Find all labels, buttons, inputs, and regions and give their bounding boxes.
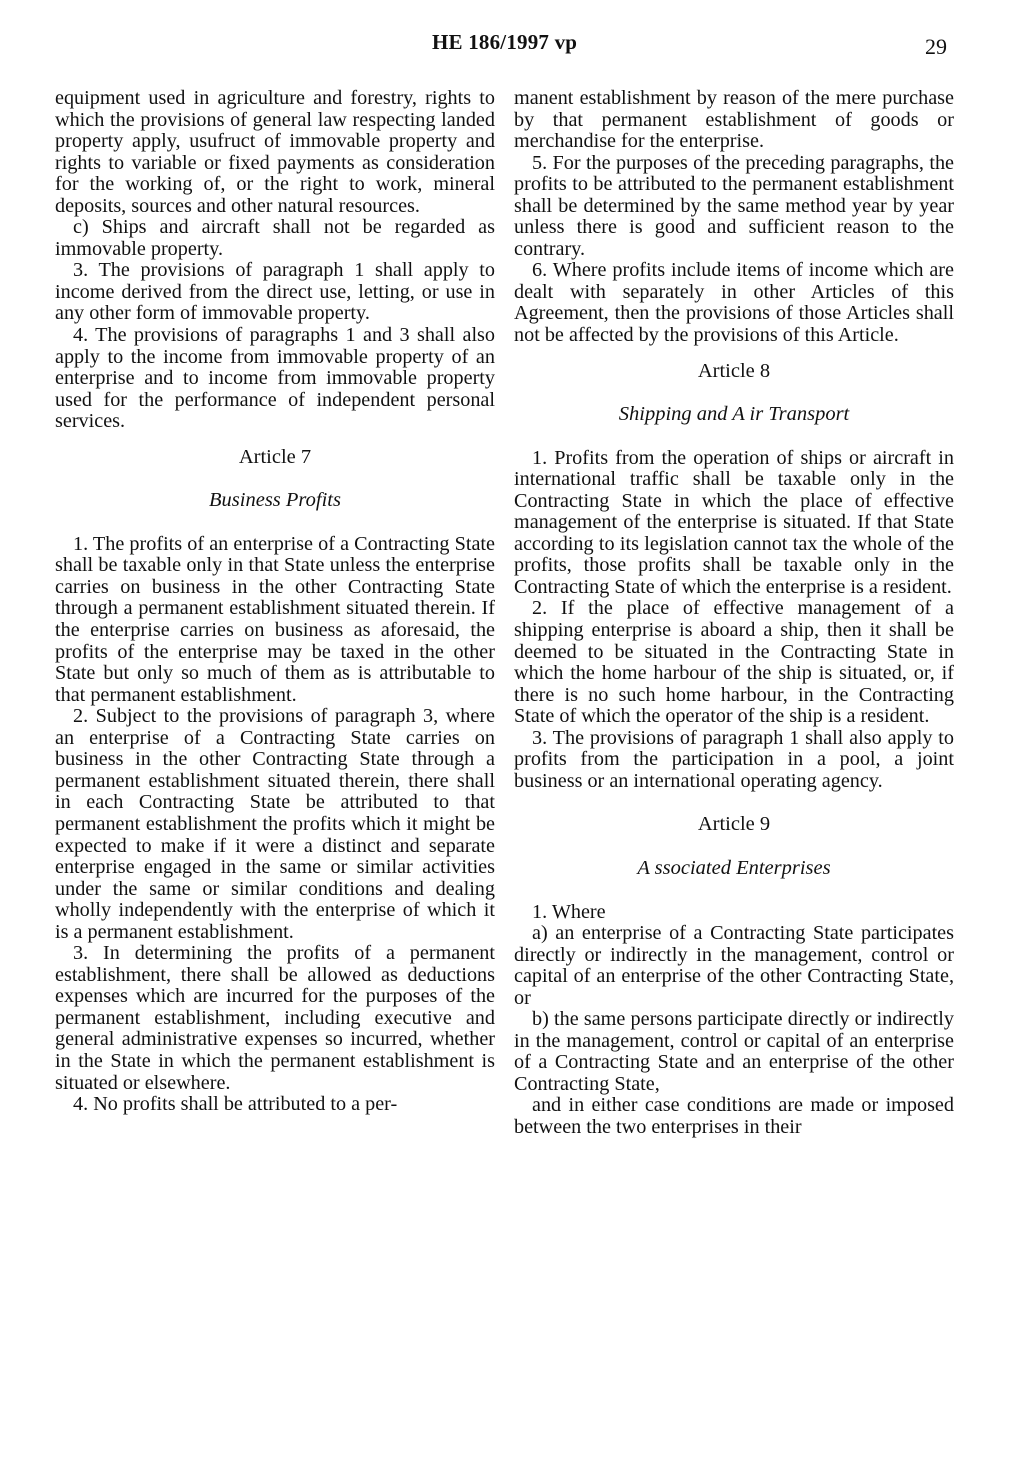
paragraph: 2. If the place of effective management of a shipping enterprise is aboard a ship, then it shall be deemed to be situated in the Contracting State in which the home harbour of the ship is situated, or, if there is no such home harbour, in the Contracting State of which the operator of the ship is a resident. [514,597,954,728]
paragraph: a) an enterprise of a Contracting State participates directly or indirectly in the management, control or capital of an enterprise of the other Contracting State, or [514,922,954,1009]
paragraph: 5. For the purposes of the preceding paragraphs, the profits to be attributed to the permanent establishment shall be determined by the same method year by year unless there is good and sufficient reason to the contrary. [514,151,954,260]
page-number: 29 [925,34,947,59]
page-header [0,30,1024,60]
paragraph: equipment used in agriculture and forestry, rights to which the provisions of general law respecting landed property apply, usufruct of immovable property and rights to variable or fixed payments as consideration for the working of, or the right to work, mineral deposits, sources and other natural resources. [55,87,495,217]
paragraph: 4. The provisions of paragraphs 1 and 3 shall also apply to the income from immovable property of an enterprise and to income from immovable property used for the performance of independent personal services. [55,324,495,433]
document-id: HE 186/1997 vp [432,30,578,54]
paragraph: c) Ships and aircraft shall not be regarded as immovable property. [55,216,495,260]
paragraph: 3. The provisions of paragraph 1 shall also apply to profits from the participation in a pool, a joint business or an international operating agency. [514,726,954,792]
article-7-subheading: Business Profits [209,489,341,512]
article-9-heading: Article 9 [697,813,771,836]
article-8-subheading: Shipping and A ir Transport [618,403,850,426]
paragraph: manent establishment by reason of the mere purchase by that permanent establishment of goods or merchandise for the enterprise. [514,87,954,153]
paragraph: b) the same persons participate directly or indirectly in the management, control or capital of an enterprise of a Contracting State and an enterprise of the other Contracting State, [514,1008,954,1095]
paragraph: 6. Where profits include items of income which are dealt with separately in other Articles of this Agreement, then the provisions of those Articles shall not be affected by the provisions of this Article. [514,259,954,347]
paragraph: 1. Where [532,900,606,923]
left-column [55,88,495,1116]
paragraph: 3. The provisions of paragraph 1 shall apply to income derived from the direct use, letting, or use in any other form of immovable property. [55,259,495,325]
article-8-heading: Article 8 [697,359,771,382]
paragraph: 4. No profits shall be attributed to a per- [73,1093,398,1116]
right-column [514,88,954,1139]
paragraph: 2. Subject to the provisions of paragraph 3, where an enterprise of a Contracting State carries on business in the other Contracting State through a permanent establishment situated therein, there shall in each Contracting State be attributed to that permanent establishment the profits which it might be expected to make if it were a distinct and separate enterprise engaged in the same or similar activities under the same or similar conditions and dealing wholly independently with the enterprise of which it is a permanent establishment. [55,705,495,943]
paragraph: and in either case conditions are made or imposed between the two enterprises in their [514,1094,954,1138]
paragraph: 1. Profits from the operation of ships or aircraft in international traffic shall be taxable only in the Contracting State in which the place of effective management of the enterprise is situated. If that State according to its legislation cannot tax the whole of the profits, those profits shall be taxable only in the Contracting State of which the enterprise is a resident. [514,446,954,598]
article-9-subheading: A ssociated Enterprises [637,856,831,879]
paragraph: 1. The profits of an enterprise of a Contracting State shall be taxable only in that State unless the enterprise carries on business in the other Contracting State through a permanent establishment situated therein. If the enterprise carries on business as aforesaid, the profits of the enterprise may be taxed in the other State but only so much of them as is attributable to that permanent establishment. [55,532,495,706]
article-7-heading: Article 7 [238,445,312,468]
paragraph: 3. In determining the profits of a permanent establishment, there shall be allowed as deductions expenses which are incurred for the purposes of the permanent establishment, including executive and general administrative expenses so incurred, whether in the State in which the permanent establishment is situated or elsewhere. [55,942,495,1094]
